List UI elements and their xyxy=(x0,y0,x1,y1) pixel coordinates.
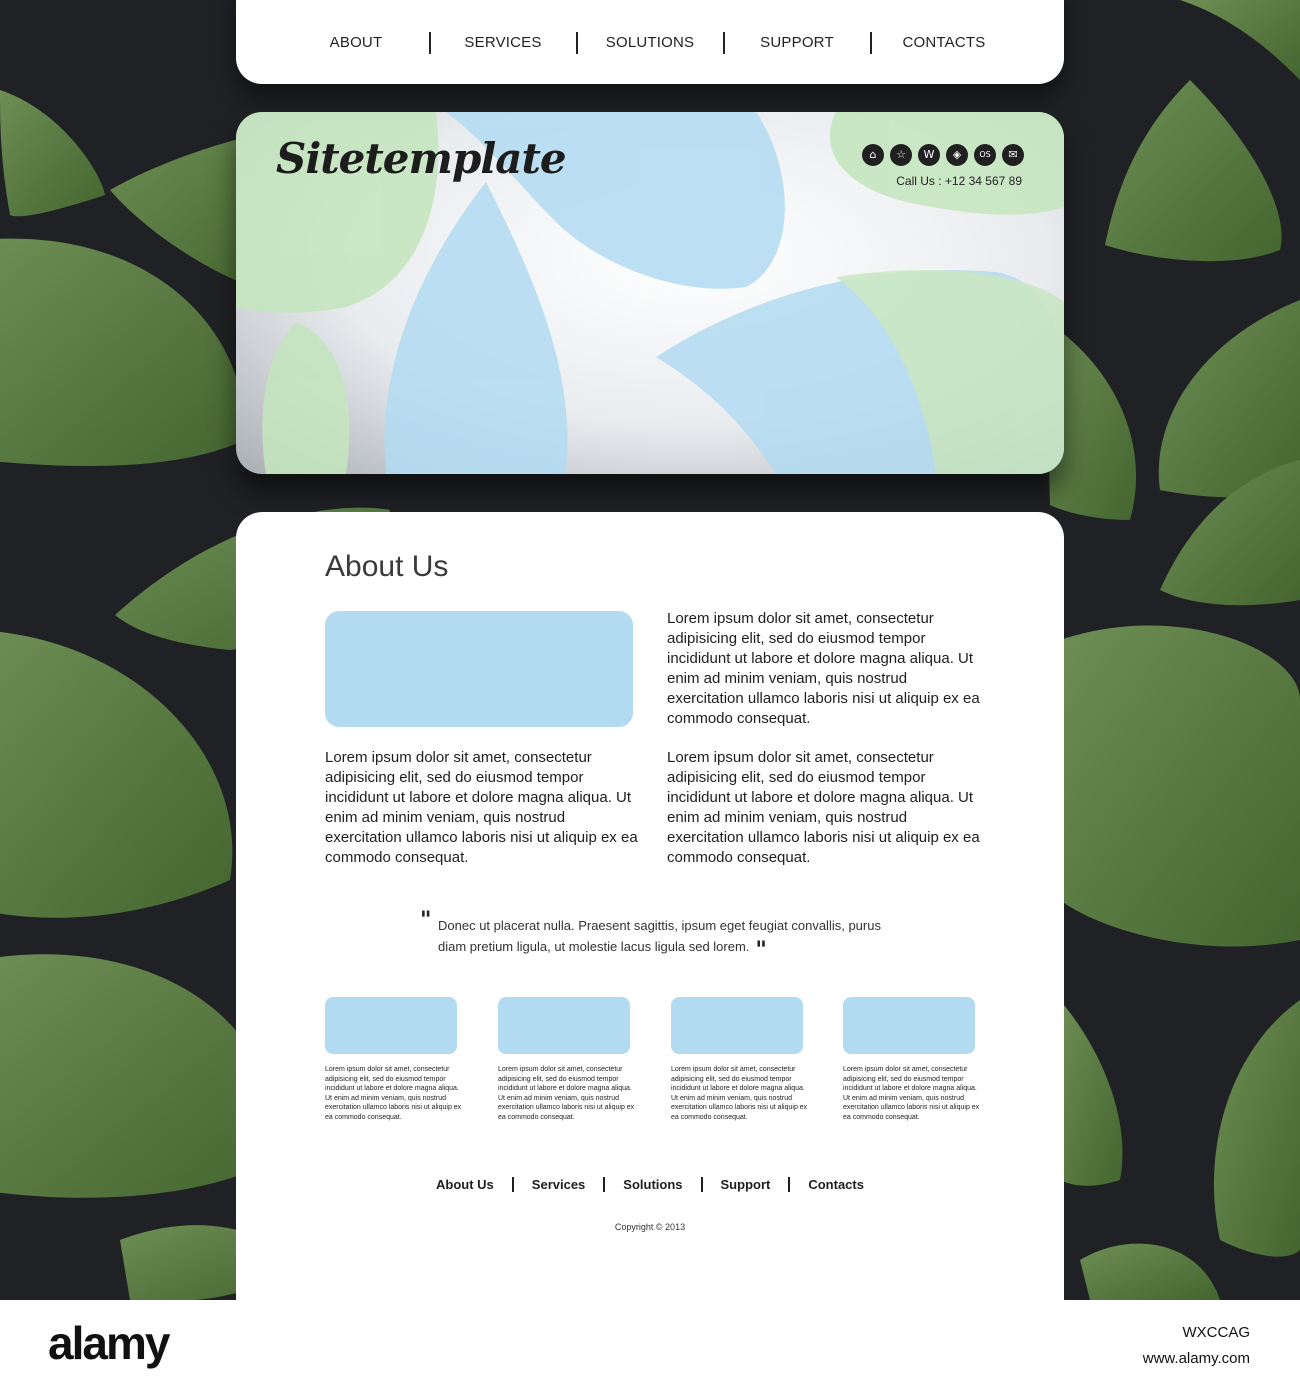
thumbnail-caption: Lorem ipsum dolor sit amet, consectetur adipisicing elit, sed do eiusmod tempor incididunt ut labore et dolore magna aliqua. Ut enim ad minim veniam, quis nostrud exercitation ullamco laboris nisi ut aliquip ex ea commodo consequat. xyxy=(325,1066,462,1121)
watermark-url: www.alamy.com xyxy=(1142,1350,1250,1367)
quote-open-icon: " xyxy=(420,907,432,933)
footer-link-services[interactable]: Services xyxy=(531,1177,586,1192)
footer-menu xyxy=(236,1177,1064,1192)
nav-item-solutions[interactable]: SOLUTIONS xyxy=(605,34,695,51)
paragraph: Lorem ipsum dolor sit amet, consectetur adipisicing elit, sed do eiusmod tempor incididunt ut labore et dolore magna aliqua. Ut enim ad minim veniam, quis nostrud exercitation ullamco laboris nisi ut aliquip ex ea commodo consequat. xyxy=(325,749,638,866)
main-menu xyxy=(236,34,1064,54)
thumbnail-caption: Lorem ipsum dolor sit amet, consectetur adipisicing elit, sed do eiusmod tempor incididunt ut labore et dolore magna aliqua. Ut enim ad minim veniam, quis nostrud exercitation ullamco laboris nisi ut aliquip ex ea commodo consequat. xyxy=(498,1066,635,1121)
paragraph: Lorem ipsum dolor sit amet, consectetur adipisicing elit, sed do eiusmod tempor incididunt ut labore et dolore magna aliqua. Ut enim ad minim veniam, quis nostrud exercitation ullamco laboris nisi ut aliquip ex ea commodo consequat. xyxy=(667,749,980,866)
main-content-card xyxy=(236,512,1064,1332)
testimonial-quote xyxy=(420,907,908,963)
mail-icon[interactable]: ✉ xyxy=(1002,144,1024,166)
footer-link-support[interactable]: Support xyxy=(720,1177,771,1192)
call-us-text: Call Us : +12 34 567 89 xyxy=(896,174,1022,188)
site-logo[interactable]: Sitetemplate xyxy=(276,134,566,183)
about-image-placeholder xyxy=(325,611,633,727)
page-title: About Us xyxy=(325,550,449,583)
thumbnail-image[interactable] xyxy=(843,997,975,1054)
hero-banner xyxy=(236,112,1064,474)
star-icon[interactable]: ☆ xyxy=(890,144,912,166)
watermark-logo: alamy xyxy=(48,1317,169,1369)
nav-item-contacts[interactable]: CONTACTS xyxy=(902,34,986,51)
nav-item-about[interactable]: ABOUT xyxy=(329,34,383,51)
thumbnail-caption: Lorem ipsum dolor sit amet, consectetur adipisicing elit, sed do eiusmod tempor incididunt ut labore et dolore magna aliqua. Ut enim ad minim veniam, quis nostrud exercitation ullamco laboris nisi ut aliquip ex ea commodo consequat. xyxy=(843,1066,980,1121)
image-code: WXCCAG xyxy=(1182,1324,1250,1341)
social-icons xyxy=(862,144,1024,166)
copyright-text: Copyright © 2013 xyxy=(614,1222,686,1232)
footer-link-contacts[interactable]: Contacts xyxy=(808,1177,864,1192)
nav-item-support[interactable]: SUPPORT xyxy=(760,34,834,51)
thumbnail-image[interactable] xyxy=(498,997,630,1054)
stock-watermark-bar xyxy=(0,1300,1300,1390)
compass-icon[interactable]: ◈ xyxy=(946,144,968,166)
home-icon[interactable]: ⌂ xyxy=(862,144,884,166)
quote-close-icon: " xyxy=(755,937,767,963)
thumbnail-caption: Lorem ipsum dolor sit amet, consectetur adipisicing elit, sed do eiusmod tempor incididunt ut labore et dolore magna aliqua. Ut enim ad minim veniam, quis nostrud exercitation ullamco laboris nisi ut aliquip ex ea commodo consequat. xyxy=(671,1066,808,1121)
nav-item-services[interactable]: SERVICES xyxy=(464,34,542,51)
top-navigation-bar xyxy=(236,0,1064,84)
wordpress-icon[interactable]: W xyxy=(918,144,940,166)
footer-link-about-us[interactable]: About Us xyxy=(436,1177,494,1192)
thumbnail-image[interactable] xyxy=(671,997,803,1054)
quote-text: Donec ut placerat nulla. Praesent sagittis, ipsum eget feugiat convallis, purus diam pretium ligula, ut molestie lacus ligula sed lorem. xyxy=(438,918,881,954)
paragraph: Lorem ipsum dolor sit amet, consectetur adipisicing elit, sed do eiusmod tempor incididunt ut labore et dolore magna aliqua. Ut enim ad minim veniam, quis nostrud exercitation ullamco laboris nisi ut aliquip ex ea commodo consequat. xyxy=(667,610,980,727)
thumbnail-image[interactable] xyxy=(325,997,457,1054)
footer-link-solutions[interactable]: Solutions xyxy=(623,1177,683,1192)
os-icon[interactable]: OS xyxy=(974,144,996,166)
